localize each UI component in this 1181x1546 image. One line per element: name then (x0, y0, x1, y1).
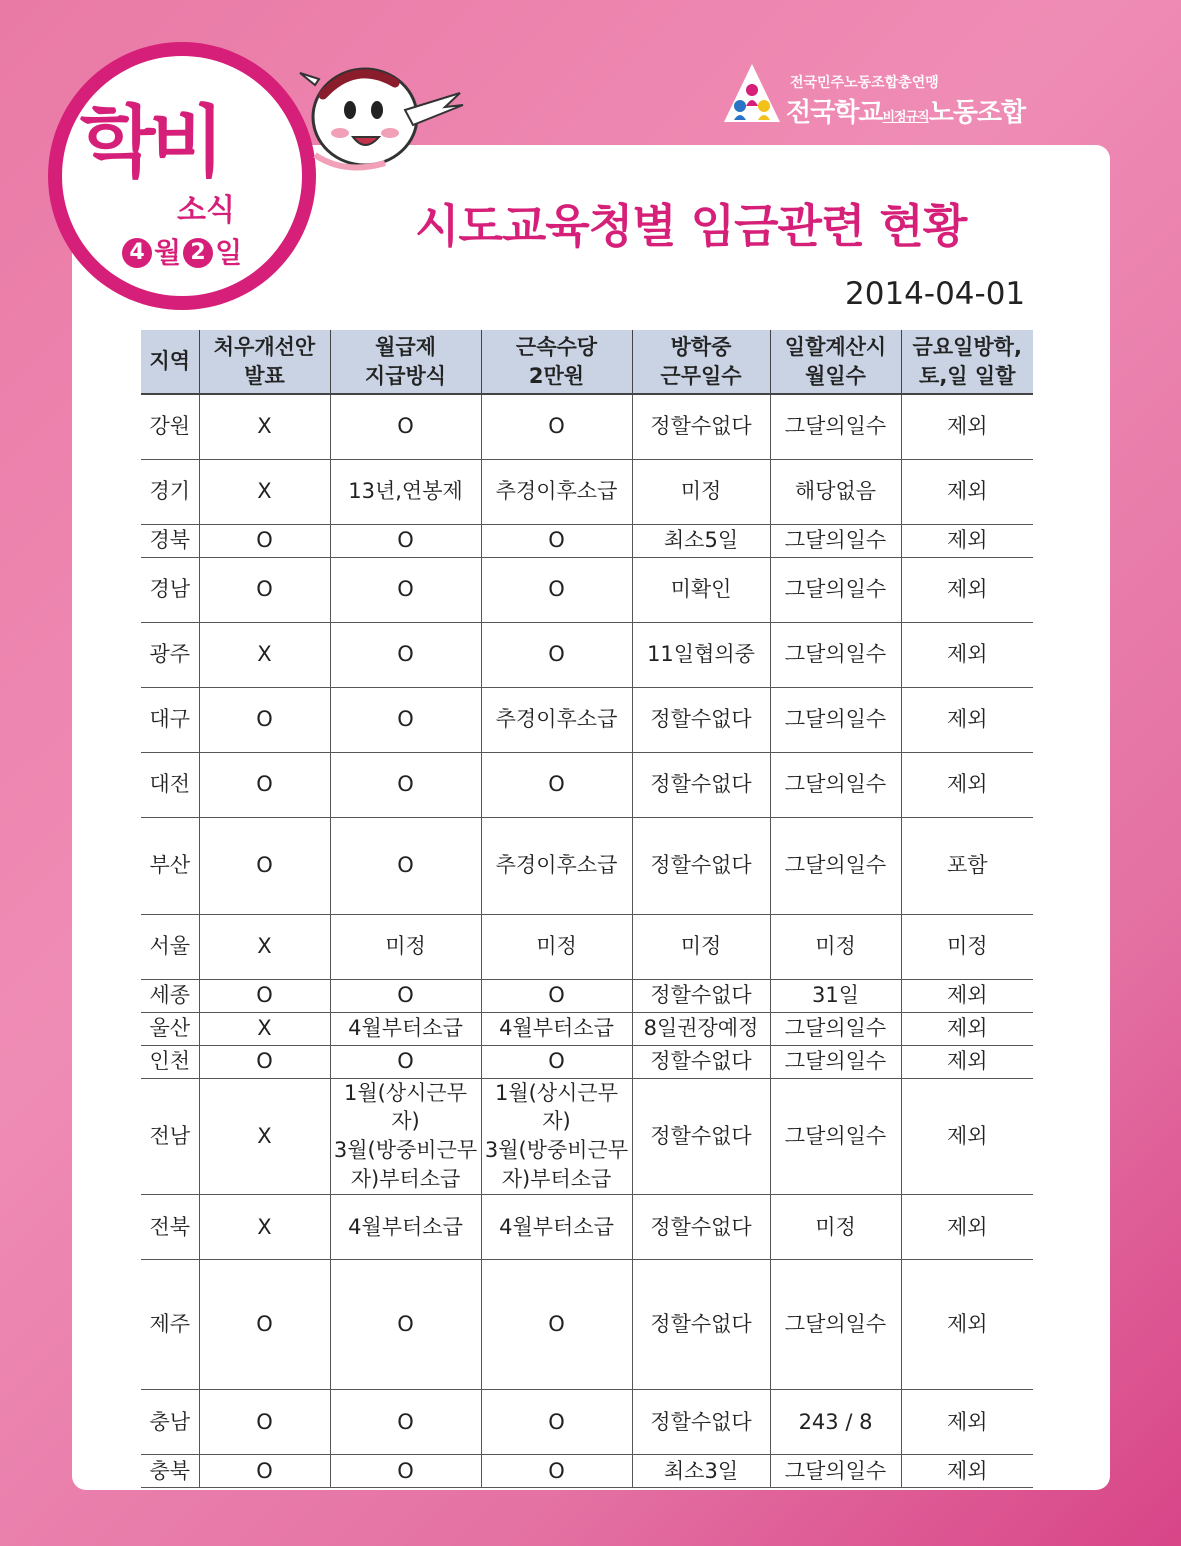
table-cell: 추경이후소급 (481, 459, 632, 524)
table-cell: 미정 (901, 914, 1033, 979)
table-cell: O (481, 1455, 632, 1488)
table-cell: 미확인 (632, 557, 770, 622)
table-cell: O (481, 394, 632, 459)
region-cell: 충남 (141, 1390, 199, 1455)
region-cell: 경기 (141, 459, 199, 524)
table-cell: 1월(상시근무자) 3월(방중비근무 자)부터소급 (330, 1078, 481, 1195)
table-cell: O (330, 394, 481, 459)
table-cell: O (481, 1390, 632, 1455)
table-cell: O (199, 817, 330, 914)
table-cell: O (330, 817, 481, 914)
table-cell: 정할수없다 (632, 394, 770, 459)
table-cell: 미정 (770, 1195, 901, 1260)
wage-status-table (141, 330, 1033, 1488)
table-cell: 그달의일수 (770, 394, 901, 459)
table-cell: 미정 (481, 914, 632, 979)
table-cell: X (199, 1078, 330, 1195)
document-date: 2014-04-01 (845, 276, 1026, 312)
table-cell: 제외 (901, 752, 1033, 817)
table-cell: 제외 (901, 524, 1033, 557)
table-cell: 추경이후소급 (481, 687, 632, 752)
mascot-icon (295, 55, 470, 175)
table-row (141, 394, 1033, 459)
table-cell: O (199, 1260, 330, 1390)
region-cell: 대구 (141, 687, 199, 752)
table-row (141, 817, 1033, 914)
badge-inner (62, 56, 302, 296)
table-row (141, 1195, 1033, 1260)
table-cell: 정할수없다 (632, 979, 770, 1012)
table-cell: O (330, 1045, 481, 1078)
header-improvement-plan: 처우개선안 발표 (199, 330, 330, 394)
table-cell: 그달의일수 (770, 524, 901, 557)
table-cell: X (199, 459, 330, 524)
table-cell: 미정 (330, 914, 481, 979)
table-cell: 미정 (770, 914, 901, 979)
table-cell: X (199, 622, 330, 687)
table-cell: O (330, 1260, 481, 1390)
table-cell: X (199, 394, 330, 459)
table-cell: 11일협의중 (632, 622, 770, 687)
region-cell: 부산 (141, 817, 199, 914)
table-cell: 미정 (632, 459, 770, 524)
table-cell: 그달의일수 (770, 1260, 901, 1390)
table-row (141, 524, 1033, 557)
federation-name: 전국민주노동조합총연맹 (790, 75, 939, 91)
table-cell: 그달의일수 (770, 557, 901, 622)
header-vacation-workdays: 방학중 근무일수 (632, 330, 770, 394)
table-cell: 4월부터소급 (481, 1012, 632, 1045)
table-row (141, 979, 1033, 1012)
union-name-mid: 비정규직 (882, 110, 929, 125)
badge-day: 2 (183, 238, 213, 268)
union-logo (722, 62, 1102, 126)
table-row (141, 622, 1033, 687)
table-cell: O (481, 752, 632, 817)
table-cell: O (330, 752, 481, 817)
header-region: 지역 (141, 330, 199, 394)
table-cell: 해당없음 (770, 459, 901, 524)
table-row (141, 1455, 1033, 1488)
table-cell: 정할수없다 (632, 1045, 770, 1078)
table-row (141, 557, 1033, 622)
table-cell: 제외 (901, 687, 1033, 752)
table-cell: O (481, 524, 632, 557)
region-cell: 경남 (141, 557, 199, 622)
table-cell: X (199, 1195, 330, 1260)
region-cell: 서울 (141, 914, 199, 979)
badge-month-unit: 월 (154, 236, 182, 269)
table-header-row (141, 330, 1033, 394)
header-weekend-calc: 금요일방학, 토,일 일할 (901, 330, 1033, 394)
table-cell: 제외 (901, 1390, 1033, 1455)
table-row (141, 1390, 1033, 1455)
union-emblem-icon (722, 62, 782, 126)
table-cell: 제외 (901, 1012, 1033, 1045)
table-cell: 정할수없다 (632, 817, 770, 914)
table-row (141, 1045, 1033, 1078)
region-cell: 전남 (141, 1078, 199, 1195)
page-title: 시도교육청별 임금관련 현황 (415, 199, 967, 253)
table-cell: O (199, 1390, 330, 1455)
table-cell: 최소3일 (632, 1455, 770, 1488)
table-cell: 제외 (901, 1045, 1033, 1078)
table-cell: 제외 (901, 622, 1033, 687)
table-cell: O (330, 1455, 481, 1488)
table-cell: O (481, 1045, 632, 1078)
table-row (141, 1012, 1033, 1045)
header-monthly-pay: 월급제 지급방식 (330, 330, 481, 394)
table-cell: 243 / 8 (770, 1390, 901, 1455)
table-cell: 정할수없다 (632, 1195, 770, 1260)
table-row (141, 914, 1033, 979)
union-name (786, 92, 1025, 129)
table-cell: 그달의일수 (770, 1012, 901, 1045)
table-cell: O (199, 752, 330, 817)
table-cell: 31일 (770, 979, 901, 1012)
table-cell: 제외 (901, 557, 1033, 622)
table-cell: O (481, 557, 632, 622)
table-cell: 4월부터소급 (330, 1012, 481, 1045)
table-cell: O (199, 524, 330, 557)
union-name-suffix: 노동조합 (928, 98, 1026, 128)
table-cell: 그달의일수 (770, 687, 901, 752)
table-cell: 제외 (901, 1260, 1033, 1390)
table-cell: O (199, 687, 330, 752)
region-cell: 충북 (141, 1455, 199, 1488)
table-cell: X (199, 914, 330, 979)
region-cell: 경북 (141, 524, 199, 557)
table-cell: 13년,연봉제 (330, 459, 481, 524)
badge-title: 학비 (80, 98, 219, 188)
region-cell: 대전 (141, 752, 199, 817)
table-cell: O (330, 979, 481, 1012)
table-cell: 그달의일수 (770, 622, 901, 687)
table-cell: 8일권장예정 (632, 1012, 770, 1045)
table-cell: O (330, 622, 481, 687)
table-cell: 1월(상시근무자) 3월(방중비근무 자)부터소급 (481, 1078, 632, 1195)
region-cell: 울산 (141, 1012, 199, 1045)
badge-month: 4 (122, 238, 152, 268)
table-row (141, 687, 1033, 752)
table-cell: 제외 (901, 1195, 1033, 1260)
table-cell: 4월부터소급 (330, 1195, 481, 1260)
table-cell: 정할수없다 (632, 1390, 770, 1455)
region-cell: 인천 (141, 1045, 199, 1078)
table-cell: O (481, 979, 632, 1012)
table-row (141, 752, 1033, 817)
table-cell: O (330, 687, 481, 752)
header-seniority-allowance: 근속수당 2만원 (481, 330, 632, 394)
table-cell: 추경이후소급 (481, 817, 632, 914)
table-cell: 그달의일수 (770, 752, 901, 817)
badge-date (122, 238, 242, 268)
table-cell: O (199, 1045, 330, 1078)
table-row (141, 1260, 1033, 1390)
region-cell: 광주 (141, 622, 199, 687)
table-row (141, 459, 1033, 524)
region-cell: 제주 (141, 1260, 199, 1390)
table-cell: 미정 (632, 914, 770, 979)
table-cell: 정할수없다 (632, 687, 770, 752)
table-cell: 그달의일수 (770, 817, 901, 914)
table-cell: 제외 (901, 979, 1033, 1012)
badge-subtitle: 소식 (177, 193, 235, 228)
table-cell: 정할수없다 (632, 752, 770, 817)
table-cell: O (330, 524, 481, 557)
header-daily-calc-days: 일할계산시 월일수 (770, 330, 901, 394)
table-cell: 제외 (901, 1078, 1033, 1195)
table-cell: 그달의일수 (770, 1455, 901, 1488)
table-cell: 최소5일 (632, 524, 770, 557)
table-cell: 제외 (901, 394, 1033, 459)
table-cell: O (199, 979, 330, 1012)
table-cell: 그달의일수 (770, 1078, 901, 1195)
region-cell: 강원 (141, 394, 199, 459)
table-cell: O (199, 1455, 330, 1488)
union-name-prefix: 전국학교 (786, 98, 883, 128)
table-cell: O (330, 1390, 481, 1455)
table-cell: O (481, 1260, 632, 1390)
table-cell: 4월부터소급 (481, 1195, 632, 1260)
table-cell: 정할수없다 (632, 1260, 770, 1390)
badge-day-unit: 일 (215, 236, 243, 269)
table-cell: 제외 (901, 1455, 1033, 1488)
table-cell: O (199, 557, 330, 622)
region-cell: 전북 (141, 1195, 199, 1260)
table-cell: 그달의일수 (770, 1045, 901, 1078)
table-cell: 정할수없다 (632, 1078, 770, 1195)
table-cell: O (330, 557, 481, 622)
table-cell: 포함 (901, 817, 1033, 914)
table-cell: X (199, 1012, 330, 1045)
table-row (141, 1078, 1033, 1195)
table-cell: 제외 (901, 459, 1033, 524)
news-badge (48, 42, 316, 310)
table-cell: O (481, 622, 632, 687)
region-cell: 세종 (141, 979, 199, 1012)
